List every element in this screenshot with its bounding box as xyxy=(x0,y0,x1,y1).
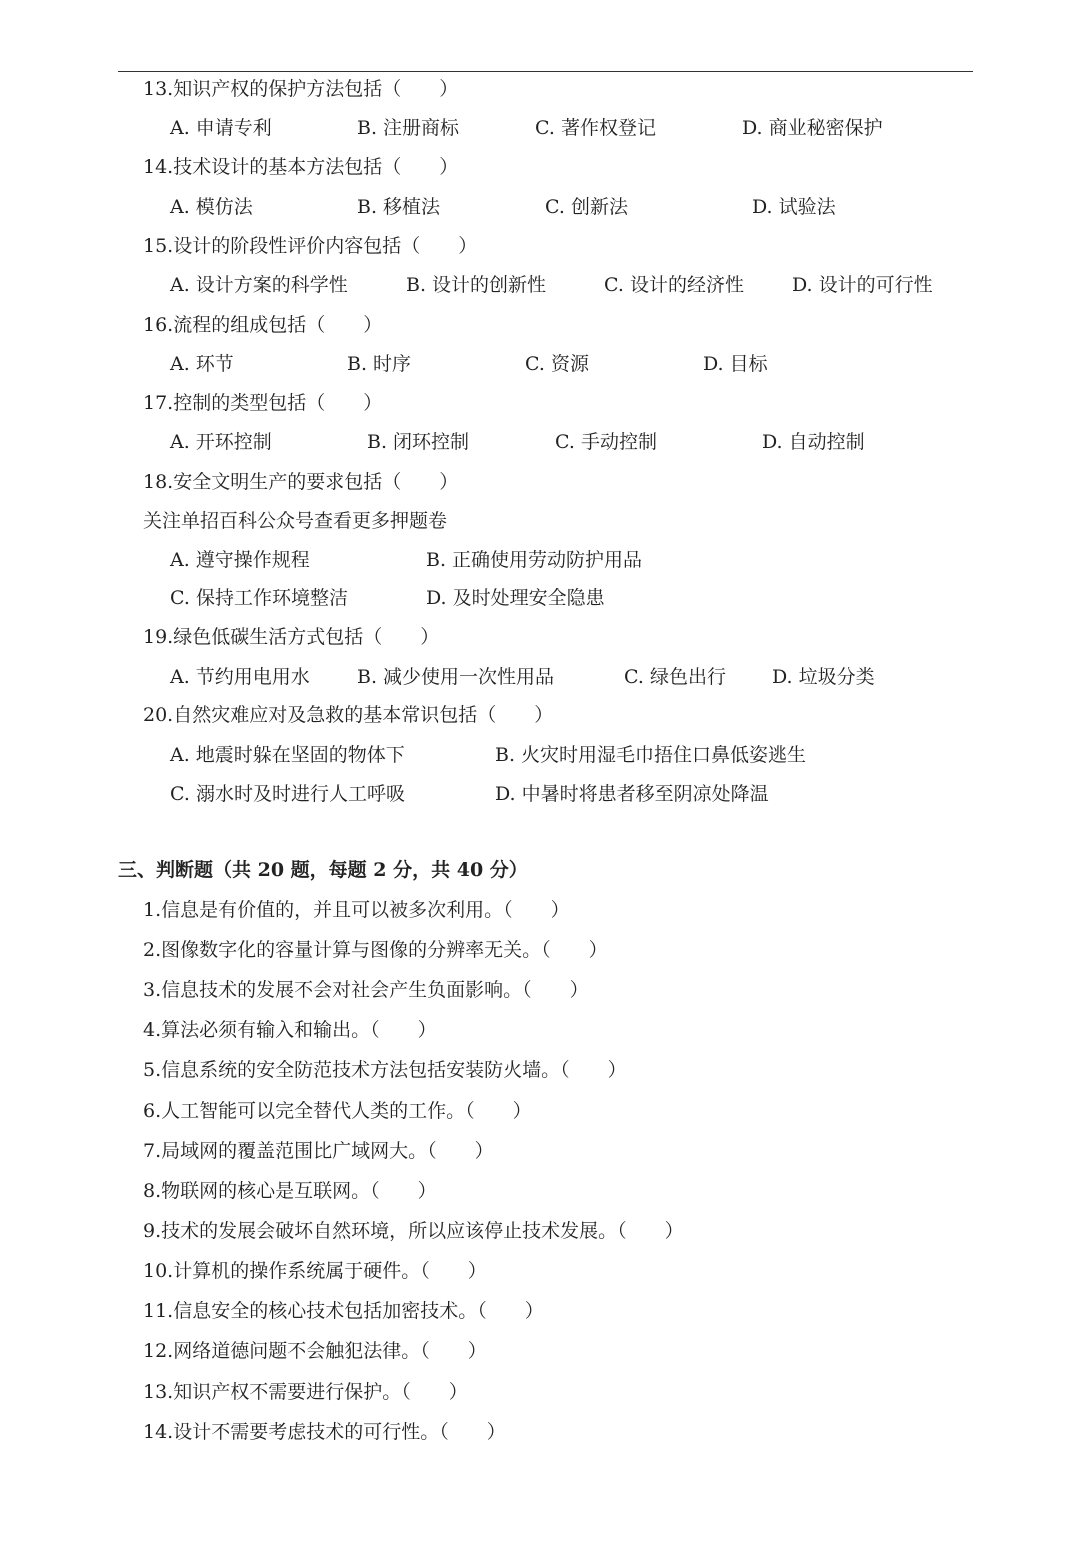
tf-question-3: 3.信息技术的发展不会对社会产生负面影响。（ ） xyxy=(143,979,589,1001)
option-b: B. 火灾时用湿毛巾捂住口鼻低姿逃生 xyxy=(495,744,807,766)
tf-question-13: 13.知识产权不需要进行保护。（ ） xyxy=(143,1381,468,1403)
tf-question-5: 5.信息系统的安全防范技术方法包括安装防火墙。（ ） xyxy=(143,1059,627,1081)
question-18: 18.安全文明生产的要求包括（ ） xyxy=(143,471,459,493)
option-d: D. 试验法 xyxy=(752,196,836,218)
tf-question-12: 12.网络道德问题不会触犯法律。（ ） xyxy=(143,1340,487,1362)
tf-question-11: 11.信息安全的核心技术包括加密技术。（ ） xyxy=(143,1300,544,1322)
option-d: D. 自动控制 xyxy=(762,431,865,453)
option-c: C. 设计的经济性 xyxy=(604,274,744,296)
option-a: A. 模仿法 xyxy=(170,196,253,218)
question-20: 20.自然灾难应对及急救的基本常识包括（ ） xyxy=(143,704,554,726)
option-d: D. 商业秘密保护 xyxy=(742,117,883,139)
option-c: C. 创新法 xyxy=(545,196,628,218)
option-b: B. 闭环控制 xyxy=(367,431,470,453)
option-d: D. 垃圾分类 xyxy=(772,666,875,688)
header-rule xyxy=(118,71,973,72)
tf-question-4: 4.算法必须有输入和输出。（ ） xyxy=(143,1019,437,1041)
tf-question-2: 2.图像数字化的容量计算与图像的分辨率无关。（ ） xyxy=(143,939,608,961)
option-a: A. 设计方案的科学性 xyxy=(170,274,348,296)
option-c: C. 溺水时及时进行人工呼吸 xyxy=(170,783,405,805)
section-title-true-false: 三、判断题（共 20 题，每题 2 分，共 40 分） xyxy=(118,859,528,881)
option-a: A. 申请专利 xyxy=(170,117,272,139)
option-b: B. 设计的创新性 xyxy=(406,274,547,296)
tf-question-6: 6.人工智能可以完全替代人类的工作。（ ） xyxy=(143,1100,532,1122)
option-c: C. 资源 xyxy=(525,353,589,375)
option-b: B. 移植法 xyxy=(357,196,441,218)
option-d: D. 设计的可行性 xyxy=(792,274,933,296)
option-a: A. 环节 xyxy=(170,353,234,375)
question-19: 19.绿色低碳生活方式包括（ ） xyxy=(143,626,440,648)
option-d: D. 目标 xyxy=(703,353,768,375)
tf-question-10: 10.计算机的操作系统属于硬件。（ ） xyxy=(143,1260,487,1282)
option-d: D. 及时处理安全隐患 xyxy=(426,587,605,609)
option-b: B. 时序 xyxy=(347,353,412,375)
option-c: C. 著作权登记 xyxy=(535,117,656,139)
option-a: A. 地震时躲在坚固的物体下 xyxy=(170,744,405,766)
tf-question-1: 1.信息是有价值的，并且可以被多次利用。（ ） xyxy=(143,899,570,921)
tf-question-14: 14.设计不需要考虑技术的可行性。（ ） xyxy=(143,1421,506,1443)
option-d: D. 中暑时将患者移至阴凉处降温 xyxy=(495,783,769,805)
option-a: A. 节约用电用水 xyxy=(170,666,310,688)
option-c: C. 保持工作环境整洁 xyxy=(170,587,348,609)
option-a: A. 遵守操作规程 xyxy=(170,549,310,571)
option-c: C. 手动控制 xyxy=(555,431,657,453)
question-14: 14.技术设计的基本方法包括（ ） xyxy=(143,156,459,178)
option-b: B. 减少使用一次性用品 xyxy=(357,666,555,688)
question-17: 17.控制的类型包括（ ） xyxy=(143,392,383,414)
question-16: 16.流程的组成包括（ ） xyxy=(143,314,383,336)
option-b: B. 正确使用劳动防护用品 xyxy=(426,549,643,571)
question-15: 15.设计的阶段性评价内容包括（ ） xyxy=(143,235,478,257)
option-b: B. 注册商标 xyxy=(357,117,460,139)
promo-notice: 关注单招百科公众号查看更多押题卷 xyxy=(143,510,448,532)
question-13: 13.知识产权的保护方法包括（ ） xyxy=(143,78,459,100)
tf-question-9: 9.技术的发展会破坏自然环境，所以应该停止技术发展。（ ） xyxy=(143,1220,684,1242)
option-c: C. 绿色出行 xyxy=(624,666,726,688)
option-a: A. 开环控制 xyxy=(170,431,272,453)
tf-question-7: 7.局域网的覆盖范围比广域网大。（ ） xyxy=(143,1140,494,1162)
tf-question-8: 8.物联网的核心是互联网。（ ） xyxy=(143,1180,437,1202)
